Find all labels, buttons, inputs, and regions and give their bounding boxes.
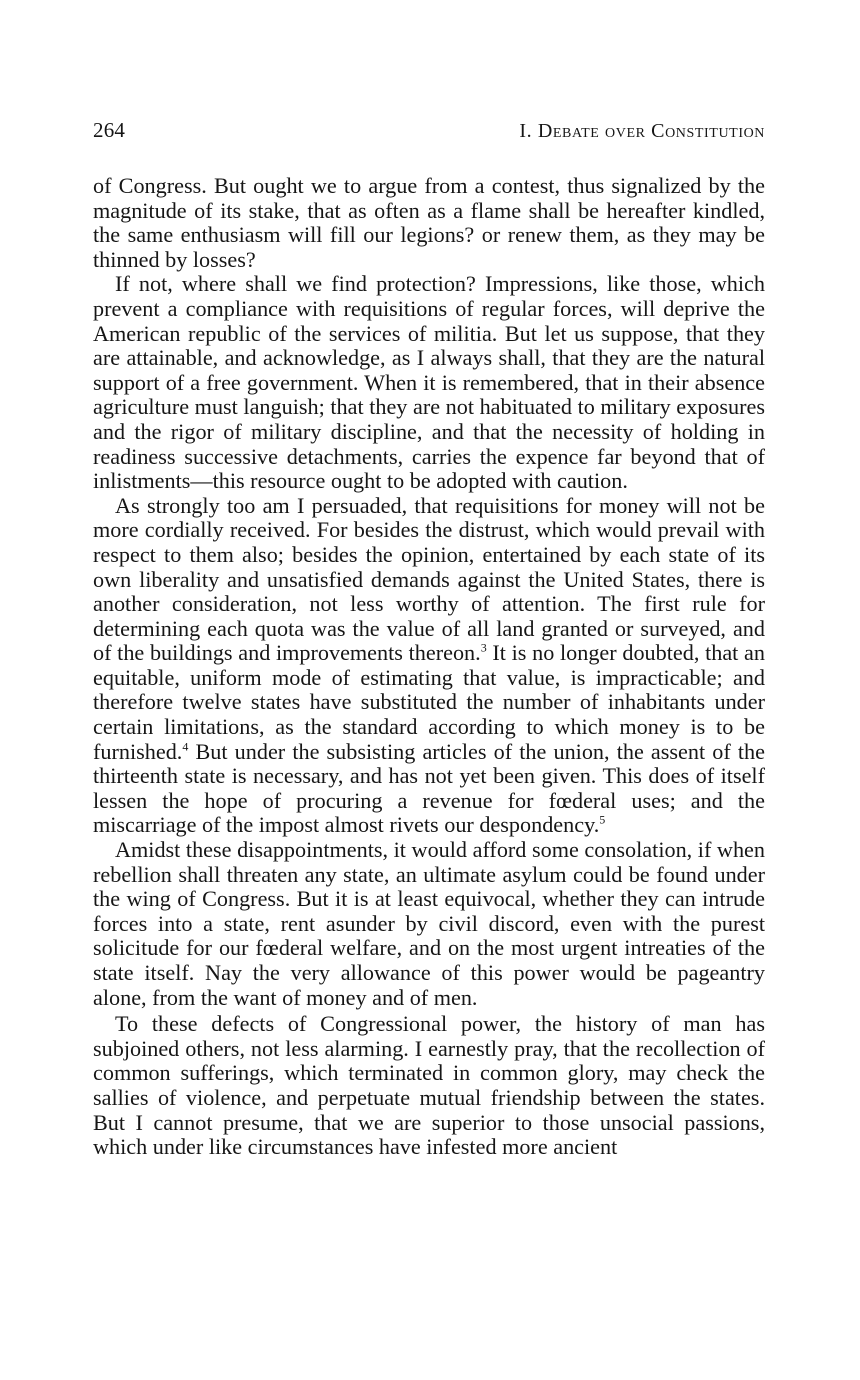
book-page (93, 118, 765, 1160)
paragraph-5 (93, 1012, 765, 1160)
footnote-ref-3[interactable]: 3 (480, 640, 487, 655)
paragraph-3 (93, 494, 765, 838)
paragraph-2-text: If not, where shall we find protection? Impressions, like those, which prevent a compliance with requisitions of regular forces, will deprive the American republic of the services of militia. But let us suppose, that they are attainable, and acknowledge, as I always shall, that they are the natural support of a free government. When it is remembered, that in their absence agriculture must languish; that they are not habituated to military exposures and the rigor of military discipline, and that the necessity of holding in readiness successive detachments, carries the expence far beyond that of inlistments—this resource ought to be adopted with caution. (93, 271, 765, 494)
paragraph-3-text-c: But under the subsisting articles of the union, the assent of the thirteenth state is necessary, and has not yet been given. This does of itself lessen the hope of procuring a revenue for fœderal uses; and the miscarriage of the impost almost rivets our despondency. (93, 738, 765, 838)
footnote-ref-5[interactable]: 5 (599, 813, 606, 828)
paragraph-3-text-b: It is no longer doubted, that an equitable, uniform mode of estimating that value, is impracticable; and therefore twelve states have substituted the number of inhabitants under certain limitations, as the standard according to which money is to be furnished. (93, 640, 765, 764)
paragraph-4-text: Amidst these disappointments, it would afford some consolation, if when rebellion shall threaten any state, an ultimate asylum could be found under the wing of Congress. But it is at least equivocal, whether they can intrude forces into a state, rent asunder by civil discord, even with the purest solicitude for our fœderal welfare, and on the most urgent intreaties of the state itself. Nay the very allowance of this power would be pageantry alone, from the want of money and of men. (93, 837, 765, 1010)
running-title: I. Debate over Constitution (519, 120, 765, 142)
running-header (93, 118, 765, 152)
footnote-ref-4[interactable]: 4 (182, 739, 189, 754)
body-text (93, 174, 765, 1160)
paragraph-4 (93, 838, 765, 1010)
paragraph-5-text: To these defects of Congressional power, the history of man has subjoined others, not less alarming. I earnestly pray, that the recollection of common sufferings, which terminated in common glory, may check the sallies of violence, and perpetuate mutual friendship between the states. But I cannot presume, that we are superior to those unsocial passions, which under like circumstances have infested more ancient (93, 1011, 765, 1160)
paragraph-1-text: of Congress. But ought we to argue from a contest, thus signalized by the magnitude of its stake, that as often as a flame shall be hereafter kindled, the same enthusiasm will fill our legions? or renew them, as they may be thinned by losses? (93, 173, 765, 272)
paragraph-1 (93, 174, 765, 272)
page-number: 264 (93, 118, 126, 142)
paragraph-2 (93, 272, 765, 493)
paragraph-3-text-a: As strongly too am I persuaded, that requisitions for money will not be more cordially received. For besides the distrust, which would prevail with respect to them also; besides the opinion, entertained by each state of its own liberality and unsatisfied demands against the United States, there is another consideration, not less worthy of attention. The first rule for determining each quota was the value of all land granted or surveyed, and of the buildings and improvements thereon. (93, 492, 765, 666)
